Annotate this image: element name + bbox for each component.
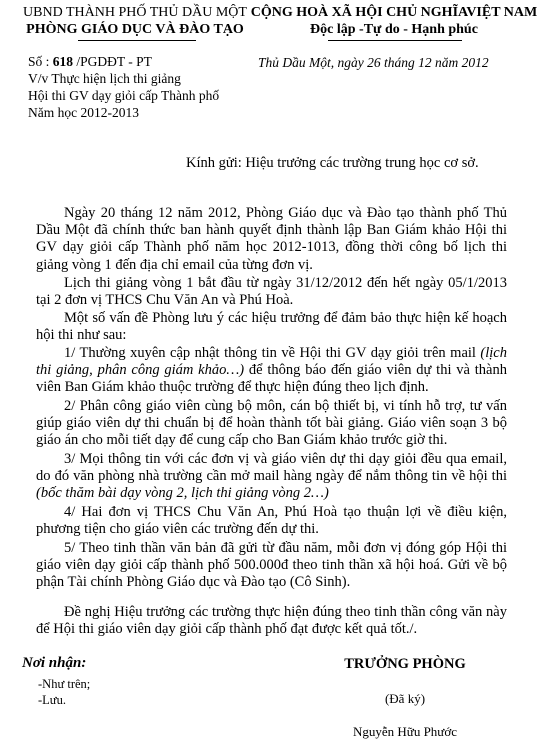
item-3-before: 3/ Mọi thông tin với các đơn vị và giáo viên dự thi dạy giỏi đều qua email, do đó văn phòng nhà trường cần mở mail hàng ngày để nắm thông tin về hội thi [36,451,507,485]
paragraph-1 [36,205,507,274]
paragraph-2-text: Lịch thi giảng vòng 1 bắt đầu từ ngày 31/12/2012 đến hết ngày 05/1/2013 tại 2 đơn vị THCS Chu Văn An và Phú Hoà. [36,275,507,309]
country-name: CỘNG HOÀ XÃ HỘI CHỦ NGHĨAVIỆT NAM [250,5,538,20]
recipient-line: Kính gửi: Hiệu trưởng các trường trung học cơ sở. [186,155,479,171]
item-4 [36,504,507,538]
subject-line-2: Hội thi GV dạy giỏi cấp Thành phố [28,88,220,103]
number-prefix: Số : [28,54,50,69]
item-5-text: 5/ Theo tinh thần văn bản đã gửi từ đầu năm, mỗi đơn vị đóng góp Hội thi giáo viên dạy giỏi cấp thành phố 500.000đ theo tinh thần xã hội hoá. Gửi về bộ phận Tài chính Phòng Giáo dục và Đào tạo (Cô Sinh). [36,540,507,591]
department-underline [78,40,196,41]
subject-line-1: V/v Thực hiện lịch thi giảng [28,71,181,86]
item-3-italic: (bốc thăm bài dạy vòng 2, lịch thi giảng vòng 2…) [36,485,329,502]
signed-note: (Đã ký) [384,691,426,706]
paragraph-1-text: Ngày 20 tháng 12 năm 2012, Phòng Giáo dục và Đào tạo thành phố Thủ Dầu Một đã chính thức ban hành quyết định thành lập Ban Giám khảo Hội thi GV dạy giỏi cấp Thành phố năm học 2012-1013, đồng thời công bố lịch thi giảng vòng 1 đến địa chỉ email của từng đơn vị. [36,205,507,273]
closing-text: Đề nghị Hiệu trưởng các trường thực hiện đúng theo tinh thần công văn này để Hội thi giáo viên dạy giỏi cấp thành phố đạt được kết quả tốt./. [36,604,507,638]
item-3 [36,451,507,503]
recipients-line-2: -Lưu. [38,693,66,707]
item-1-before: 1/ Thường xuyên cập nhật thông tin về Hội thi GV dạy giỏi trên mail [64,345,481,361]
item-5 [36,540,507,592]
item-4-text: 4/ Hai đơn vị THCS Chu Văn An, Phú Hoà tạo thuận lợi về điều kiện, phương tiện cho giáo viên các trường đến dự thi. [36,504,507,538]
item-2 [36,398,507,450]
agency-name: UBND THÀNH PHỐ THỦ DẦU MỘT [23,5,247,20]
paragraph-2 [36,275,507,309]
item-1 [36,345,507,397]
motto: Độc lập -Tự do - Hạnh phúc [310,22,478,37]
signer-title: TRƯỞNG PHÒNG [344,656,466,672]
item-1-text [36,345,507,397]
document-number [28,54,152,70]
item-2-text: 2/ Phân công giáo viên cùng bộ môn, cán bộ thiết bị, vi tính hỗ trợ, tư vấn giúp giáo viên dự thi chuẩn bị để hoàn thành tốt bài giảng. Giáo viên soạn 3 bộ giáo án cho mỗi tiết dạy để cung cấp cho Ban Giám khảo trước giờ thi. [36,398,507,449]
item-3-text [36,451,507,503]
number-value: 618 [52,54,74,69]
recipients-title: Nơi nhận: [22,655,87,671]
item-1-italic: (lịch thi giảng, phân công giám khảo…) [36,345,507,379]
paragraph-3 [36,310,507,344]
signer-name: Nguyễn Hữu Phước [352,724,457,739]
department-name: PHÒNG GIÁO DỤC VÀ ĐÀO TẠO [26,22,244,37]
number-suffix: /PGDĐT - PT [76,54,152,69]
place-date: Thủ Dầu Một, ngày 26 tháng 12 năm 2012 [258,55,489,70]
closing-paragraph [36,604,507,638]
paragraph-3-text: Một số vấn đề Phòng lưu ý các hiệu trưởng để đảm bảo thực hiện kế hoạch hội thi như sau: [36,310,507,344]
subject-line-3: Năm học 2012-2013 [28,105,139,120]
item-1-after: để thông báo đến giáo viên dự thi và thành viên Ban Giám khảo thuộc trường để thực hiện đúng theo lịch định. [36,362,507,396]
recipients-line-1: -Như trên; [38,677,91,691]
motto-underline [328,40,462,41]
